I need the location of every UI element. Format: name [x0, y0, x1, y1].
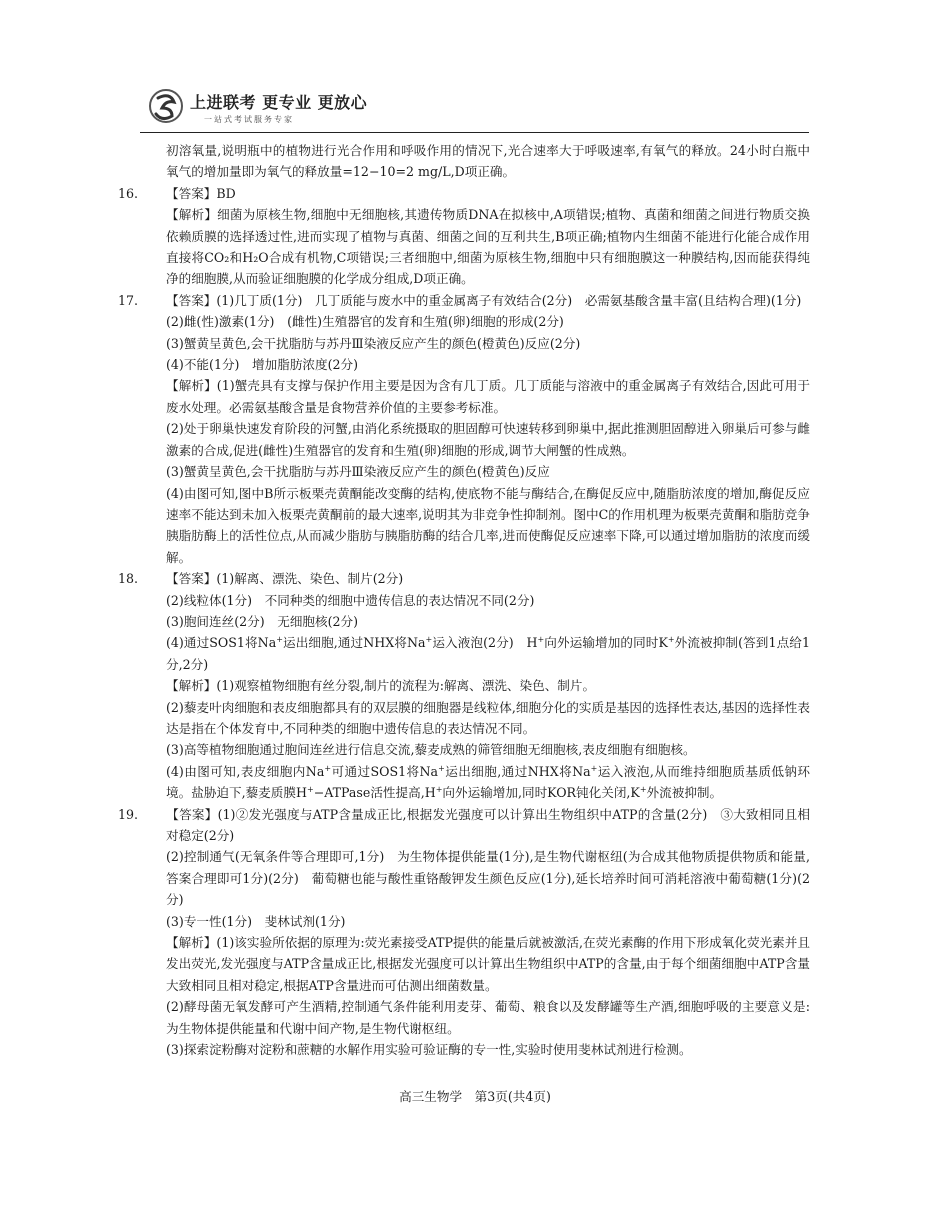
text-run: 运入液泡(2分) H	[432, 635, 538, 651]
text-run: 向外运输增加,同时KOR钝化关闭,K	[442, 785, 640, 801]
q18-analysis-3: (3)高等植物细胞通过胞间连丝进行信息交流,藜麦成熟的筛管细胞无细胞核,表皮细胞有细胞核。	[166, 742, 696, 758]
text-run: (4)由图可知,表皮细胞内Na	[166, 763, 325, 779]
page-footer: 高三生物学 第3页(共4页)	[399, 1089, 551, 1104]
superscript: +	[435, 785, 443, 794]
q17-analysis-4: (4)由图可知,图中B所示板栗壳黄酮能改变酶的结构,使底物不能与酶结合,在酶促反应中,随脂肪浓度的增加,酶促反应速率不能达到未加入板栗壳黄酮前的最大速率,说明其为非竞争性抑制剂。图中C的作用机理为板栗壳黄酮和脂肪竞争胰脂肪酶上的活性位点,从而减少脂肪与胰脂肪酶的结合几率,进而使酶促反应速率下降,可以通过增加脂肪的浓度而缓解。	[166, 485, 810, 565]
q18-analysis-2: (2)藜麦叶肉细胞和表皮细胞都具有的双层膜的细胞器是线粒体,细胞分化的实质是基因的选择性表达,基因的选择性表达是指在个体发育中,不同种类的细胞中遗传信息的表达情况不同。	[166, 699, 810, 736]
text-run: (4)通过SOS1将Na	[166, 635, 277, 651]
q19-analysis-1: 【解析】(1)该实验所依据的原理为:荧光素接受ATP提供的能量后就被激活,在荧光素酶的作用下形成氧化荧光素并且发出荧光,发光强度与ATP含量成正比,根据发光强度可以计算出生物组织中ATP的含量,由于每个细菌细胞中ATP含量大致相同且相对稳定,根据ATP含量进而可估测出细菌数量。	[166, 935, 810, 993]
page-header	[140, 86, 808, 132]
header-divider	[140, 132, 809, 133]
q19-answer-3: (3)专一性(1分) 斐林试剂(1分)	[166, 913, 346, 929]
q18-analysis-1: 【解析】(1)观察植物细胞有丝分裂,制片的流程为:解离、漂洗、染色、制片。	[166, 678, 596, 694]
answer-content	[118, 140, 811, 1060]
q19-number: 19.	[118, 806, 139, 822]
text-run: 可通过SOS1将Na	[331, 763, 439, 779]
q17-answer-4: (4)不能(1分) 增加脂肪浓度(2分)	[166, 357, 359, 373]
q19-analysis-3: (3)探索淀粉酶对淀粉和蔗糖的水解作用实验可验证酶的专一性,实验时使用斐林试剂进行检测。	[166, 1042, 692, 1058]
q18-answer-3: (3)胞间连丝(2分) 无细胞核(2分)	[166, 613, 359, 629]
q18-analysis-4	[142, 761, 810, 804]
q19-answer-2: (2)控制通气(无氧条件等合理即可,1分) 为生物体提供能量(1分),是生物代谢枢纽(为合成其他物质提供物质和能量,答案合理即可1分)(2分) 葡萄糖也能与酸性重铬酸钾发生颜色反应(1分),延长培养时间可消耗溶液中葡萄糖(1分)(2分)	[166, 849, 810, 908]
q19-answer-1: 【答案】(1)②发光强度与ATP含量成正比,根据发光强度可以计算出生物组织中ATP的含量(2分) ③大致相同且相对稳定(2分)	[166, 806, 810, 843]
q17-analysis-1: 【解析】(1)蟹壳具有支撑与保护作用主要是因为含有几丁质。几丁质能与溶液中的重金属离子有效结合,因此可用于废水处理。必需氨基酸含量是食物营养价值的主要参考标准。	[166, 378, 810, 415]
q16-answer-text: 【答案】BD	[166, 185, 236, 201]
logo-icon	[148, 86, 184, 126]
q19-answer	[118, 804, 810, 847]
text-run: 运入液泡,从而维持细胞质基质低钠环境。盐胁迫下,藜麦质膜H	[166, 763, 811, 801]
superscript: +	[306, 785, 314, 794]
q17-answer-3: (3)蟹黄呈黄色,会干扰脂肪与苏丹Ⅲ染液反应产生的颜色(橙黄色)反应(2分)	[166, 335, 581, 351]
q16-analysis: 【解析】细菌为原核生物,细胞中无细胞核,其遗传物质DNA在拟核中,A项错误;植物、真菌和细菌之间进行物质交换依赖质膜的选择透过性,进而实现了植物与真菌、细菌之间的互利共生,B项正确;植物内生细菌不能进行化能合成作用直接将CO₂和H₂O合成有机物,C项错误;三者细胞中,细菌为原核生物,细胞中只有细胞膜这一种膜结构,因而能获得纯净的细胞膜,从而验证细胞膜的化学成分组成,D项正确。	[166, 207, 810, 287]
logo-title: 上进联考 更专业 更放心	[190, 93, 368, 112]
superscript: +	[438, 763, 445, 773]
superscript: +	[276, 635, 283, 645]
q17-answer-2: (2)雌(性)激素(1分) (雌性)生殖器官的发育和生殖(卵)细胞的形成(2分)	[166, 314, 564, 330]
q16-answer	[118, 183, 810, 204]
superscript: +	[590, 763, 598, 773]
text-run: 运出细胞,通过NHX将Na	[444, 763, 591, 779]
q18-number: 18.	[118, 571, 139, 587]
superscript: +	[537, 635, 545, 645]
q17-answer	[118, 290, 810, 311]
superscript: +	[639, 785, 647, 794]
superscript: +	[324, 763, 332, 773]
q17-analysis-2: (2)处于卵巢快速发育阶段的河蟹,由消化系统摄取的胆固醇可快速转移到卵巢中,据此推测胆固醇进入卵巢后可参与雌激素的合成,促进(雌性)生殖器官的发育和生殖(卵)细胞的形成,调节大闸蟹的性成熟。	[166, 421, 810, 458]
text-run: 运出细胞,通过NHX将Na	[282, 635, 426, 651]
text-run: −ATPase活性提高,H	[313, 785, 436, 801]
q18-answer	[118, 568, 810, 589]
text-run: 外流被抑制。	[646, 785, 723, 801]
q18-answer-4	[142, 632, 810, 675]
q16-number: 16.	[118, 185, 139, 201]
q17-analysis-3: (3)蟹黄呈黄色,会干扰脂肪与苏丹Ⅲ染液反应产生的颜色(橙黄色)反应	[166, 464, 550, 480]
text-run: 向外运输增加的同时K	[544, 635, 668, 651]
q15-tail: 初溶氧量,说明瓶中的植物进行光合作用和呼吸作用的情况下,光合速率大于呼吸速率,有氧气的释放。24小时白瓶中氧气的增加量即为氧气的释放量=12−10=2 mg/L,D项正确。	[166, 143, 810, 180]
superscript: +	[425, 635, 433, 645]
q17-number: 17.	[118, 292, 139, 308]
q18-answer-2: (2)线粒体(1分) 不同种类的细胞中遗传信息的表达情况不同(2分)	[166, 592, 535, 608]
logo-subtitle: 一站式考试服务专家	[204, 115, 294, 124]
q17-answer-1: 【答案】(1)几丁质(1分) 几丁质能与废水中的重金属离子有效结合(2分) 必需氨基酸含量丰富(且结构合理)(1分)	[166, 292, 802, 308]
q18-answer-1: 【答案】(1)解离、漂洗、染色、制片(2分)	[166, 571, 404, 587]
superscript: +	[667, 635, 675, 645]
q19-analysis-2: (2)酵母菌无氧发酵可产生酒精,控制通气条件能利用麦芽、葡萄、粮食以及发酵罐等生产酒,细胞呼吸的主要意义是:为生物体提供能量和代谢中间产物,是生物代谢枢纽。	[166, 999, 810, 1036]
text-run: 外流被抑制(答到1点给1分,2分)	[166, 635, 810, 672]
